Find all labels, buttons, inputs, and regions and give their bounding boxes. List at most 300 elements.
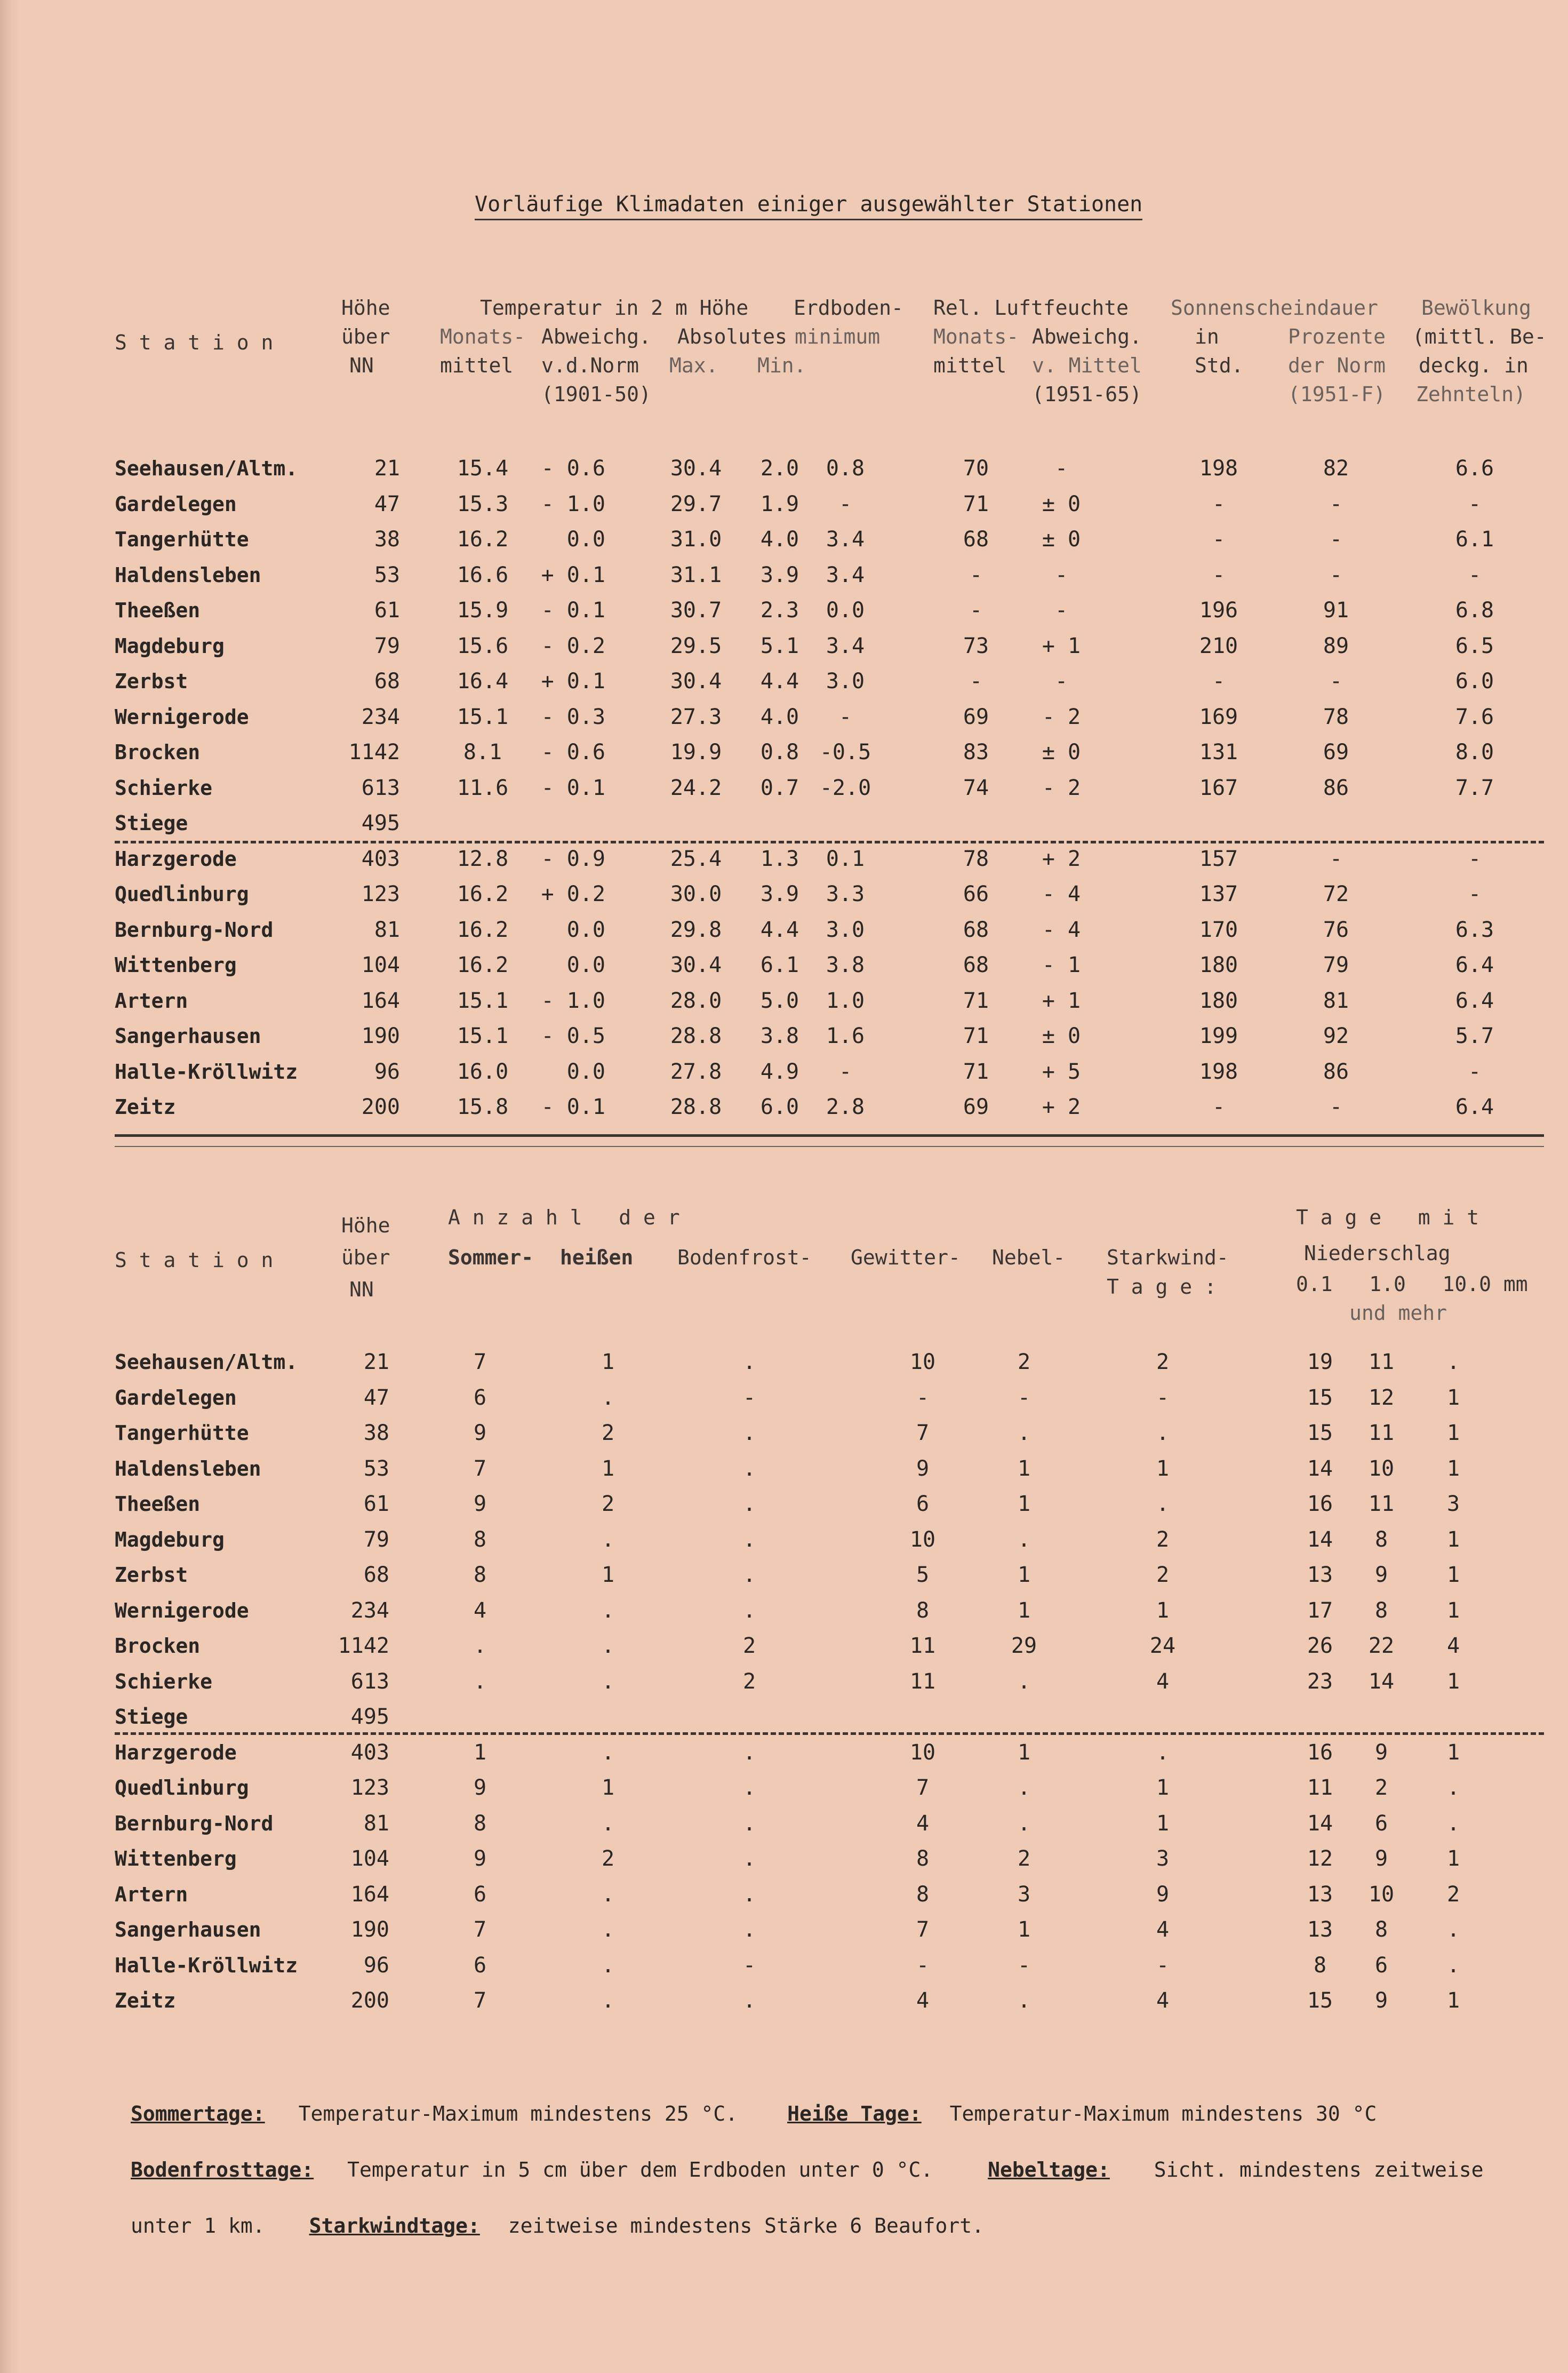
t2-header-hoehe-3: NN xyxy=(349,1278,374,1301)
t1-max: 25.4 xyxy=(670,846,722,871)
t2-sommer: 7 xyxy=(473,1917,487,1942)
t1-feuchte-abw: ± 0 xyxy=(1042,740,1081,765)
t1-sonne-std: - xyxy=(1212,491,1226,516)
t2-heisse: . xyxy=(601,1811,615,1836)
t1-erdboden: - xyxy=(838,704,852,729)
t2-header-hoehe-1: Höhe xyxy=(341,1214,390,1237)
t2-nieder-100: . xyxy=(1446,1953,1460,1978)
t2-heisse: . xyxy=(601,1953,615,1978)
t1-bewoelkung: - xyxy=(1468,882,1482,906)
t2-nieder-100: 1 xyxy=(1446,1527,1460,1552)
t1-feuchte-abw: - 1 xyxy=(1042,953,1081,977)
t1-row xyxy=(0,628,1568,664)
t2-sommer: 6 xyxy=(473,1882,487,1907)
t1-abweichung: - 1.0 xyxy=(541,988,605,1013)
t1-header-erdboden-1: Erdboden- xyxy=(794,296,903,320)
t1-header-feuchte-abw-2: v. Mittel xyxy=(1032,354,1142,377)
t1-min: 5.0 xyxy=(760,988,799,1013)
t1-header-bewoelkung-3: deckg. in xyxy=(1419,354,1529,377)
t1-erdboden: -2.0 xyxy=(819,775,871,800)
t2-starkwind: 3 xyxy=(1156,1846,1170,1871)
t2-bodenfrost: . xyxy=(742,1563,756,1587)
t2-nieder-10: 11 xyxy=(1368,1350,1395,1374)
t1-feuchte-mittel: 71 xyxy=(963,988,989,1013)
t2-bodenfrost: . xyxy=(742,1421,756,1445)
t2-station: Sangerhausen xyxy=(115,1918,261,1941)
t1-max: 30.0 xyxy=(670,882,722,906)
t2-row xyxy=(0,1344,1568,1380)
t2-station: Gardelegen xyxy=(115,1385,237,1410)
t2-heisse: 2 xyxy=(601,1846,615,1871)
t1-feuchte-mittel: 68 xyxy=(963,953,989,977)
t2-nieder-01: 14 xyxy=(1307,1811,1333,1836)
t2-hoehe: 403 xyxy=(350,1740,389,1765)
t2-header-niederschlag: Niederschlag xyxy=(1304,1241,1451,1265)
t1-station: Sangerhausen xyxy=(115,1024,261,1048)
t2-heisse: 2 xyxy=(601,1421,615,1445)
t1-station: Wernigerode xyxy=(115,705,249,729)
t1-row xyxy=(0,877,1568,912)
t2-nieder-01: 16 xyxy=(1307,1740,1333,1765)
t1-bewoelkung: 6.4 xyxy=(1455,988,1494,1013)
t1-sonne-proz: 92 xyxy=(1323,1024,1349,1048)
t1-header-hoehe-3: NN xyxy=(349,354,374,377)
t1-sonne-proz: - xyxy=(1329,491,1343,516)
t1-station: Theeßen xyxy=(115,599,201,622)
t2-nieder-01: 15 xyxy=(1307,1421,1333,1445)
t1-station: Brocken xyxy=(115,740,201,764)
t2-sommer: 1 xyxy=(473,1740,487,1765)
legend-nebel-text-2: unter 1 km. xyxy=(131,2214,265,2237)
t2-heisse: . xyxy=(601,1598,615,1623)
t1-hoehe: 123 xyxy=(361,882,400,906)
t1-row xyxy=(0,983,1568,1018)
t1-min: 0.8 xyxy=(760,740,799,765)
t1-max: 29.5 xyxy=(670,633,722,658)
t1-hoehe: 495 xyxy=(361,811,400,835)
t1-feuchte-abw: ± 0 xyxy=(1042,1024,1081,1048)
t1-max: 28.0 xyxy=(670,988,722,1013)
t1-sonne-std: 180 xyxy=(1199,953,1238,977)
t1-bewoelkung: 5.7 xyxy=(1455,1024,1494,1048)
t1-hoehe: 1142 xyxy=(348,740,400,765)
t2-row xyxy=(0,1983,1568,2018)
t2-gewitter: 11 xyxy=(909,1669,936,1694)
t2-gewitter: 10 xyxy=(909,1527,936,1552)
t2-nieder-10: 10 xyxy=(1368,1882,1395,1907)
t1-max: 28.8 xyxy=(670,1095,722,1119)
t1-feuchte-abw: - xyxy=(1054,598,1068,623)
t1-monatsmittel: 15.8 xyxy=(457,1095,509,1119)
t2-gewitter: 4 xyxy=(916,1811,930,1836)
t1-hoehe: 104 xyxy=(361,953,400,977)
t1-max: 31.0 xyxy=(670,527,722,552)
t1-header-sonne-std-1: in xyxy=(1195,325,1219,348)
t1-monatsmittel: 16.2 xyxy=(457,953,509,977)
t1-row xyxy=(0,558,1568,593)
t2-heisse: 1 xyxy=(601,1563,615,1587)
t1-sonne-std: 196 xyxy=(1199,598,1238,623)
legend-bodenfrost-label: Bodenfrosttage: xyxy=(131,2158,314,2181)
t2-row xyxy=(0,1451,1568,1486)
t1-min: 4.4 xyxy=(760,669,799,694)
t2-nieder-100: . xyxy=(1446,1350,1460,1374)
t2-row xyxy=(0,1664,1568,1699)
t1-abweichung: - 0.2 xyxy=(541,633,605,658)
t2-bodenfrost: . xyxy=(742,1811,756,1836)
t2-bodenfrost: . xyxy=(742,1846,756,1871)
legend-starkwind-label: Starkwindtage: xyxy=(309,2214,480,2237)
t2-nebel: 1 xyxy=(1017,1917,1031,1942)
t1-monatsmittel: 16.2 xyxy=(457,917,509,942)
t1-max: 30.4 xyxy=(670,953,722,977)
t2-sommer: 9 xyxy=(473,1421,487,1445)
t2-bodenfrost: . xyxy=(742,1598,756,1623)
t2-nieder-01: 19 xyxy=(1307,1350,1333,1374)
t2-nieder-01: 8 xyxy=(1313,1953,1327,1978)
t2-nieder-10: 6 xyxy=(1374,1811,1388,1836)
t2-station: Artern xyxy=(115,1882,188,1906)
t1-feuchte-mittel: 69 xyxy=(963,1095,989,1119)
t2-station: Schierke xyxy=(115,1669,213,1693)
t2-row xyxy=(0,1770,1568,1805)
t1-sonne-std: 198 xyxy=(1199,1059,1238,1084)
t1-sonne-std: - xyxy=(1212,527,1226,552)
t2-starkwind: 1 xyxy=(1156,1456,1170,1481)
t1-sonne-proz: 89 xyxy=(1323,633,1349,658)
t2-starkwind: . xyxy=(1156,1740,1170,1765)
t2-starkwind: 1 xyxy=(1156,1775,1170,1800)
t1-min: 5.1 xyxy=(760,633,799,658)
t2-header-und-mehr: und mehr xyxy=(1349,1301,1447,1325)
t2-header-nebel: Nebel- xyxy=(992,1246,1066,1269)
t2-hoehe: 38 xyxy=(363,1421,389,1445)
t2-gewitter: 8 xyxy=(916,1846,930,1871)
t2-nieder-01: 26 xyxy=(1307,1634,1333,1658)
t2-bodenfrost: . xyxy=(742,1456,756,1481)
t1-sonne-std: 137 xyxy=(1199,882,1238,906)
t2-header-heissen: heißen xyxy=(560,1246,634,1269)
t2-sommer: 6 xyxy=(473,1385,487,1410)
t1-hoehe: 21 xyxy=(374,456,400,481)
t2-nebel: . xyxy=(1017,1988,1031,2013)
t1-hoehe: 61 xyxy=(374,598,400,623)
t2-bodenfrost: . xyxy=(742,1527,756,1552)
t1-monatsmittel: 15.4 xyxy=(457,456,509,481)
t2-nebel: - xyxy=(1017,1385,1031,1410)
t2-bodenfrost: 2 xyxy=(742,1669,756,1694)
t1-sonne-proz: 91 xyxy=(1323,598,1349,623)
t1-row xyxy=(0,770,1568,806)
t1-abweichung: - 0.6 xyxy=(541,456,605,481)
t1-row xyxy=(0,522,1568,557)
t1-monatsmittel: 15.3 xyxy=(457,491,509,516)
t1-station: Artern xyxy=(115,989,188,1013)
t1-header-feuchte-mittel-2: mittel xyxy=(933,354,1007,377)
t2-nebel: . xyxy=(1017,1775,1031,1800)
t2-sommer: 9 xyxy=(473,1846,487,1871)
t2-header-tage-mit: T a g e m i t xyxy=(1296,1206,1479,1229)
t1-feuchte-mittel: 69 xyxy=(963,704,989,729)
t1-monatsmittel: 15.1 xyxy=(457,988,509,1013)
t2-station: Haldensleben xyxy=(115,1456,261,1480)
t1-min: 3.9 xyxy=(760,882,799,906)
t2-sommer: 6 xyxy=(473,1953,487,1978)
t2-starkwind: . xyxy=(1156,1492,1170,1516)
t2-nieder-01: 14 xyxy=(1307,1456,1333,1481)
t2-nebel: 2 xyxy=(1017,1350,1031,1374)
t1-header-abweichung-2: v.d.Norm xyxy=(541,354,639,377)
t1-feuchte-abw: ± 0 xyxy=(1042,491,1081,516)
t1-abweichung: - 0.9 xyxy=(541,846,605,871)
t1-feuchte-mittel: - xyxy=(969,598,983,623)
t2-nieder-100: 1 xyxy=(1446,1385,1460,1410)
t2-hoehe: 68 xyxy=(363,1563,389,1587)
t2-gewitter: - xyxy=(916,1385,930,1410)
t1-erdboden: 3.0 xyxy=(826,669,865,694)
t1-monatsmittel: 8.1 xyxy=(463,740,502,765)
t1-header-max: Max. xyxy=(669,354,718,377)
t1-header-sonne-proz-1: Prozente xyxy=(1288,325,1386,348)
t2-row xyxy=(0,1628,1568,1663)
t1-header-min: Min. xyxy=(757,354,806,377)
legend-starkwind-text: zeitweise mindestens Stärke 6 Beaufort. xyxy=(508,2214,984,2237)
t2-nebel: . xyxy=(1017,1527,1031,1552)
t1-header-hoehe-1: Höhe xyxy=(341,296,390,320)
t2-hoehe: 96 xyxy=(363,1953,389,1978)
t1-max: 31.1 xyxy=(670,562,722,587)
t2-row xyxy=(0,1912,1568,1947)
t2-station: Seehausen/Altm. xyxy=(115,1350,298,1374)
t1-station: Zeitz xyxy=(115,1095,176,1119)
t2-nebel: . xyxy=(1017,1421,1031,1445)
t1-abweichung: - 0.1 xyxy=(541,775,605,800)
t1-feuchte-abw: + 2 xyxy=(1042,846,1081,871)
t2-hoehe: 1142 xyxy=(338,1634,389,1658)
t1-row xyxy=(0,593,1568,628)
t2-nieder-01: 13 xyxy=(1307,1917,1333,1942)
t1-bewoelkung: 6.1 xyxy=(1455,527,1494,552)
t1-hoehe: 200 xyxy=(361,1095,400,1119)
t2-bodenfrost: - xyxy=(742,1953,756,1978)
t1-station: Gardelegen xyxy=(115,492,237,516)
t2-gewitter: 6 xyxy=(916,1492,930,1516)
t1-min: 4.4 xyxy=(760,917,799,942)
t1-hoehe: 79 xyxy=(374,633,400,658)
t2-sommer: 4 xyxy=(473,1598,487,1623)
legend-bodenfrost-text: Temperatur in 5 cm über dem Erdboden unter 0 °C. xyxy=(347,2158,933,2181)
table1-bottom-rule-2 xyxy=(115,1146,1544,1147)
t1-max: 29.7 xyxy=(670,491,722,516)
t2-header-station: S t a t i o n xyxy=(115,1248,274,1272)
t2-nebel: 1 xyxy=(1017,1563,1031,1587)
t2-gewitter: 11 xyxy=(909,1634,936,1658)
legend-line-2 xyxy=(131,2158,1483,2181)
t1-max: 27.3 xyxy=(670,704,722,729)
t1-sonne-std: 169 xyxy=(1199,704,1238,729)
t1-header-feuchte-mittel-1: Monats- xyxy=(933,325,1019,348)
t2-starkwind: 4 xyxy=(1156,1988,1170,2013)
t1-feuchte-abw: - xyxy=(1054,456,1068,481)
t2-heisse: . xyxy=(601,1740,615,1765)
t1-monatsmittel: 15.1 xyxy=(457,1024,509,1048)
t1-max: 28.8 xyxy=(670,1024,722,1048)
t1-station: Schierke xyxy=(115,776,213,800)
t1-bewoelkung: 6.8 xyxy=(1455,598,1494,623)
t2-sommer: 9 xyxy=(473,1775,487,1800)
t2-heisse: . xyxy=(601,1988,615,2013)
legend-heisse-text: Temperatur-Maximum mindestens 30 °C xyxy=(949,2102,1377,2125)
t1-bewoelkung: - xyxy=(1468,846,1482,871)
t1-sonne-std: 167 xyxy=(1199,775,1238,800)
t1-station: Wittenberg xyxy=(115,953,237,977)
t1-feuchte-abw: - 2 xyxy=(1042,775,1081,800)
t2-gewitter: 10 xyxy=(909,1740,936,1765)
t2-nebel: 1 xyxy=(1017,1456,1031,1481)
t1-abweichung: + 0.2 xyxy=(541,882,605,906)
t1-station: Zerbst xyxy=(115,670,188,693)
t1-sonne-proz: 81 xyxy=(1323,988,1349,1013)
t1-header-absolutes: Absolutes xyxy=(677,325,787,348)
t1-sonne-std: - xyxy=(1212,1095,1226,1119)
t2-sommer: 9 xyxy=(473,1492,487,1516)
t2-nieder-100: 1 xyxy=(1446,1988,1460,2013)
legend-sommertage-text: Temperatur-Maximum mindestens 25 °C. xyxy=(298,2102,738,2125)
t2-station: Brocken xyxy=(115,1634,201,1658)
t1-sonne-std: 180 xyxy=(1199,988,1238,1013)
t1-min: 6.1 xyxy=(760,953,799,977)
t1-sonne-std: 198 xyxy=(1199,456,1238,481)
t2-nieder-10: 8 xyxy=(1374,1917,1388,1942)
t1-monatsmittel: 16.2 xyxy=(457,882,509,906)
t1-station: Stiege xyxy=(115,811,188,835)
t2-header-gewitter: Gewitter- xyxy=(851,1246,961,1269)
t1-feuchte-abw: - 4 xyxy=(1042,882,1081,906)
t1-row xyxy=(0,699,1568,735)
t2-station: Tangerhütte xyxy=(115,1421,249,1445)
t1-row xyxy=(0,1089,1568,1125)
t1-feuchte-abw: - 4 xyxy=(1042,917,1081,942)
t1-bewoelkung: - xyxy=(1468,491,1482,516)
t1-erdboden: 3.4 xyxy=(826,633,865,658)
t2-hoehe: 190 xyxy=(350,1917,389,1942)
t1-sonne-proz: 86 xyxy=(1323,1059,1349,1084)
t1-hoehe: 96 xyxy=(374,1059,400,1084)
t2-nieder-10: 2 xyxy=(1374,1775,1388,1800)
t2-row xyxy=(0,1380,1568,1415)
t1-bewoelkung: - xyxy=(1468,562,1482,587)
t1-sonne-proz: - xyxy=(1329,1095,1343,1119)
t1-feuchte-mittel: 68 xyxy=(963,527,989,552)
t1-header-sonne-proz-2: der Norm xyxy=(1288,354,1386,377)
t1-min: 3.9 xyxy=(760,562,799,587)
t2-header-tage: T a g e : xyxy=(1107,1275,1217,1299)
t2-hoehe: 123 xyxy=(350,1775,389,1800)
t2-station: Stiege xyxy=(115,1705,188,1729)
t1-abweichung: - 1.0 xyxy=(541,491,605,516)
t1-sonne-proz: 72 xyxy=(1323,882,1349,906)
t1-feuchte-abw: - xyxy=(1054,669,1068,694)
t1-hoehe: 164 xyxy=(361,988,400,1013)
t2-nieder-10: 10 xyxy=(1368,1456,1395,1481)
legend-line-3 xyxy=(131,2214,984,2237)
t2-nieder-100: . xyxy=(1446,1811,1460,1836)
t2-gewitter: 7 xyxy=(916,1421,930,1445)
t2-starkwind: - xyxy=(1156,1953,1170,1978)
t1-header-sonne-proz-3: (1951-F) xyxy=(1288,383,1386,406)
t2-nieder-100: 4 xyxy=(1446,1634,1460,1658)
t2-row xyxy=(0,1735,1568,1770)
t2-nieder-01: 12 xyxy=(1307,1846,1333,1871)
t1-abweichung: 0.0 xyxy=(566,527,605,552)
t1-erdboden: 0.1 xyxy=(826,846,865,871)
t2-station: Bernburg-Nord xyxy=(115,1811,274,1835)
t2-nebel: 1 xyxy=(1017,1492,1031,1516)
t2-heisse: 1 xyxy=(601,1456,615,1481)
t2-sommer: . xyxy=(473,1669,487,1694)
t2-station: Harzgerode xyxy=(115,1740,237,1764)
t1-bewoelkung: 6.4 xyxy=(1455,953,1494,977)
t2-sommer: 7 xyxy=(473,1456,487,1481)
t2-gewitter: - xyxy=(916,1953,930,1978)
t1-header-erdboden-2: minimum xyxy=(795,325,881,348)
t1-bewoelkung: 6.5 xyxy=(1455,633,1494,658)
t2-row xyxy=(0,1415,1568,1451)
t2-bodenfrost: . xyxy=(742,1775,756,1800)
t2-row xyxy=(0,1522,1568,1557)
t2-station: Wernigerode xyxy=(115,1598,249,1622)
legend-nebel-text: Sicht. mindestens zeitweise xyxy=(1154,2158,1484,2181)
t1-row xyxy=(0,487,1568,522)
t2-bodenfrost: . xyxy=(742,1917,756,1942)
t2-nieder-10: 8 xyxy=(1374,1527,1388,1552)
t1-max: 30.4 xyxy=(670,456,722,481)
t1-row xyxy=(0,1018,1568,1054)
t2-row xyxy=(0,1593,1568,1628)
t1-sonne-std: - xyxy=(1212,562,1226,587)
t2-header-hoehe-2: über xyxy=(341,1246,390,1269)
t1-sonne-proz: 76 xyxy=(1323,917,1349,942)
t2-station: Quedlinburg xyxy=(115,1776,249,1799)
t2-nieder-01: 11 xyxy=(1307,1775,1333,1800)
t1-sonne-std: 157 xyxy=(1199,846,1238,871)
t1-erdboden: 2.8 xyxy=(826,1095,865,1119)
t1-header-feuchte-abw-3: (1951-65) xyxy=(1032,383,1142,406)
t1-monatsmittel: 16.2 xyxy=(457,527,509,552)
t2-sommer: 8 xyxy=(473,1563,487,1587)
t1-header-feuchte-group: Rel. Luftfeuchte xyxy=(933,296,1129,320)
t1-sonne-proz: 82 xyxy=(1323,456,1349,481)
t1-monatsmittel: 15.9 xyxy=(457,598,509,623)
t2-nebel: . xyxy=(1017,1811,1031,1836)
t1-min: 3.8 xyxy=(760,1024,799,1048)
t1-sonne-std: 210 xyxy=(1199,633,1238,658)
t1-feuchte-abw: - 2 xyxy=(1042,704,1081,729)
t2-nieder-100: . xyxy=(1446,1917,1460,1942)
t2-bodenfrost: . xyxy=(742,1492,756,1516)
t1-erdboden: 0.0 xyxy=(826,598,865,623)
t1-sonne-std: 131 xyxy=(1199,740,1238,765)
t1-abweichung: + 0.1 xyxy=(541,669,605,694)
t2-nieder-100: 1 xyxy=(1446,1846,1460,1871)
t1-max: 30.7 xyxy=(670,598,722,623)
t2-bodenfrost: . xyxy=(742,1882,756,1907)
t2-gewitter: 5 xyxy=(916,1563,930,1587)
t2-nieder-01: 23 xyxy=(1307,1669,1333,1694)
t2-nieder-100: 3 xyxy=(1446,1492,1460,1516)
t2-row xyxy=(0,1841,1568,1876)
t2-station: Zeitz xyxy=(115,1989,176,2012)
